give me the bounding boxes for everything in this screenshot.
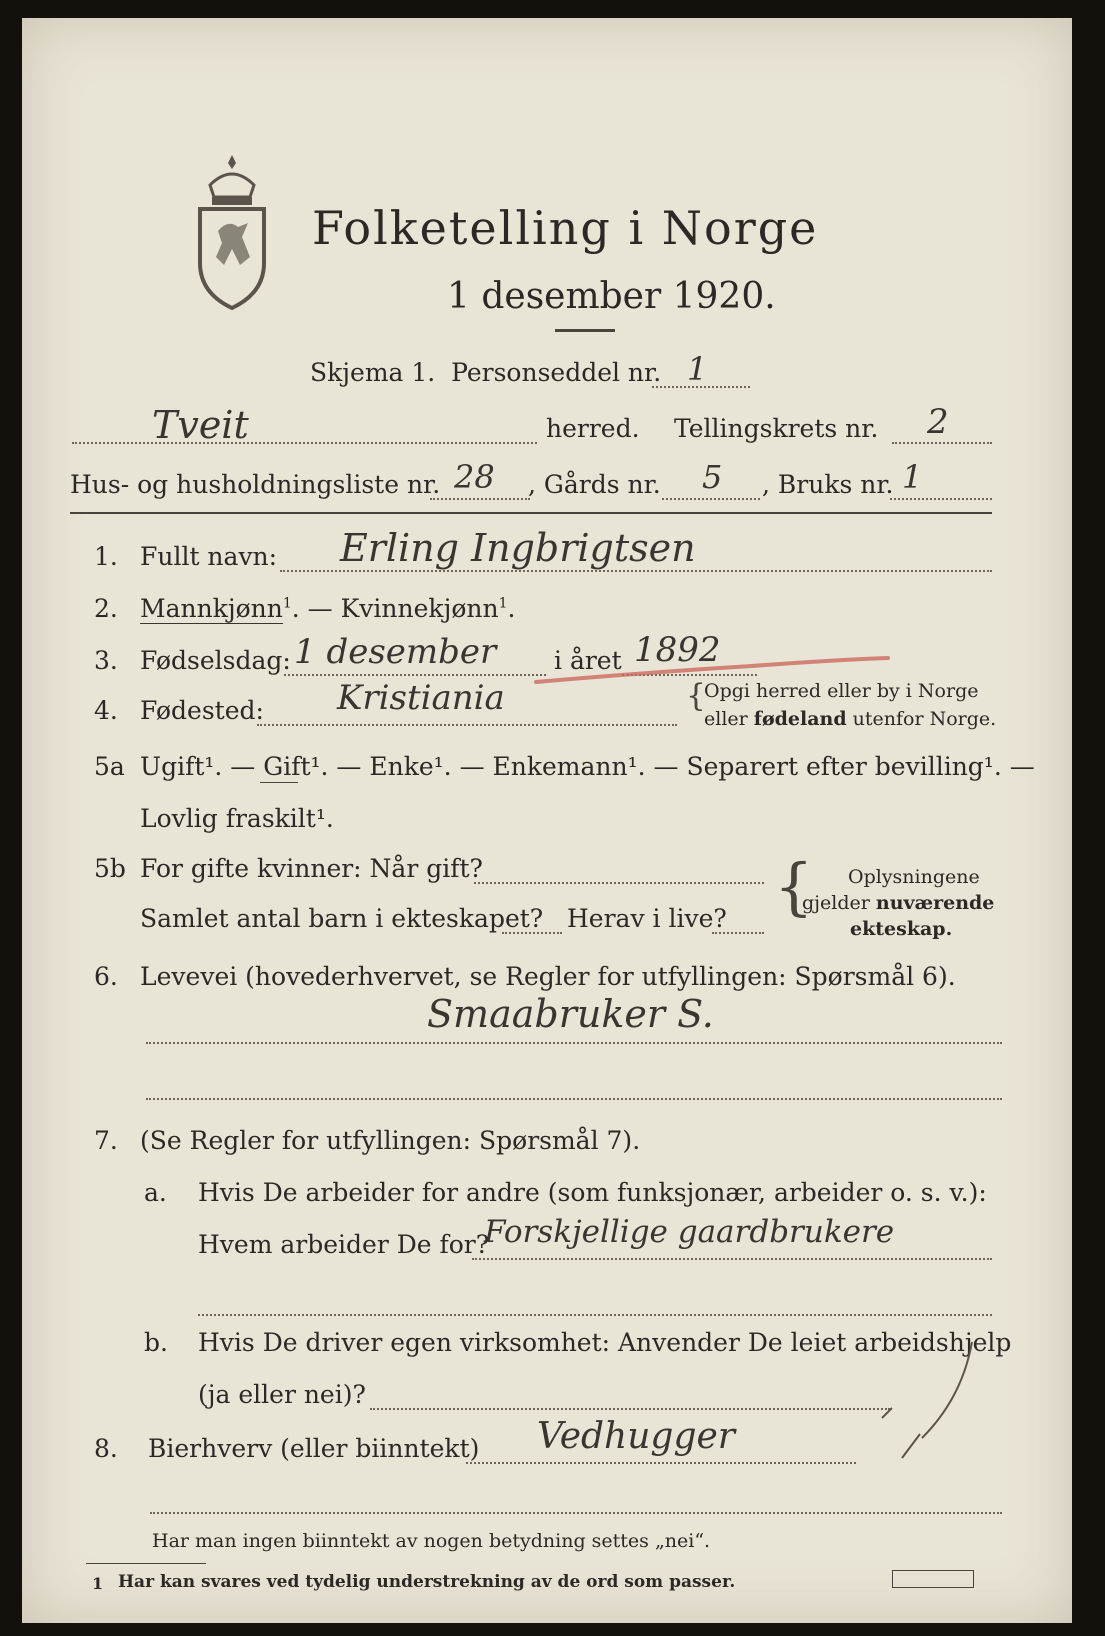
title-divider bbox=[555, 329, 615, 332]
footnote-rule bbox=[86, 1563, 206, 1564]
q2-number: 2. bbox=[94, 594, 118, 623]
q3-number: 3. bbox=[94, 646, 118, 675]
q1-label: Fullt navn: bbox=[140, 542, 278, 571]
header-separator bbox=[70, 512, 992, 514]
norway-coat-of-arms-icon bbox=[192, 153, 272, 313]
birth-year-value: 1892 bbox=[634, 630, 721, 670]
q5b-note-line2: gjelder nuværende bbox=[802, 892, 995, 914]
bruks-label: , Bruks nr. bbox=[762, 470, 894, 499]
q4-note-line1: Opgi herred eller by i Norge bbox=[704, 680, 979, 702]
husholdningsliste-number: 28 bbox=[454, 458, 495, 496]
full-name-value: Erling Ingbrigtsen bbox=[340, 526, 696, 570]
side-occupation-value: Vedhugger bbox=[537, 1416, 736, 1457]
form-title: Folketelling i Norge bbox=[312, 201, 819, 255]
pencil-check-mark bbox=[862, 1338, 982, 1468]
q7b-line1: Hvis De driver egen virksomhet: Anvender De leiet arbeidshjelp bbox=[198, 1328, 1012, 1357]
q5b-note-line1: Oplysningene bbox=[848, 866, 980, 888]
herred-value: Tveit bbox=[152, 403, 249, 447]
q1-number: 1. bbox=[94, 542, 118, 571]
q7-label: (Se Regler for utfyllingen: Spørsmål 7). bbox=[140, 1126, 641, 1155]
birthplace-value: Kristiania bbox=[337, 678, 505, 718]
form-date: 1 desember 1920. bbox=[447, 276, 776, 317]
birth-day-value: 1 desember bbox=[294, 632, 497, 672]
option-kvinnekjonn: Kvinnekjønn bbox=[340, 594, 499, 623]
q5b-line2a: Samlet antal barn i ekteskapet? bbox=[140, 904, 544, 933]
footnote-text: Har kan svares ved tydelig understrekning av de ord som passer. bbox=[118, 1572, 736, 1592]
herred-label: herred. bbox=[546, 414, 640, 443]
q6-label: Levevei (hovederhvervet, se Regler for utfyllingen: Spørsmål 6). bbox=[140, 962, 956, 991]
skjema-label: Skjema 1. Personseddel nr. bbox=[310, 358, 662, 387]
q8-label: Bierhverv (eller biinntekt) bbox=[148, 1434, 480, 1463]
option-mannkjonn: Mannkjønn bbox=[140, 594, 283, 623]
census-form-page: Folketelling i Norge 1 desember 1920. Skjema 1. Personseddel nr. 1 Tveit herred. Tellingskrets nr. 2 Hus- og husholdningsliste nr. 28 , Gårds nr. 5 , Bruks nr. 1 1. Fullt navn: Erling Ingbrigtsen 2. Mannkjønn$^1$. — Kvinnekjønn$^1$. 3. Fødselsdag: 1 desember i året 1892 4. Fødested: Kristiania { Opgi herred eller by i Norge eller fødeland utenfor Norge. 5a Ugift¹. — Gift¹. — Enke¹. — Enkemann¹. — Separert efter bevilling¹. — Lovlig fraskilt¹. 5b For gifte kvinner: Når gift? Samlet antal barn i ekteskapet? Herav i live? { Oplysningene gjelder nuværende ekteskap. 6. Levevei (hovederhvervet, se Regler for utfyllingen: Spørsmål 6). Smaabruker S. 7. (Se Regler for utfyllingen: Spørsmål 7). a. Hvis De arbeider for andre (som funksjonær, arbeider o. s. v.): Hvem arbeider De for? Forskjellige gaardbrukere b. Hvis De driver egen virksomhet: Anvender De leiet arbeidshjelp (ja eller nei)? 8. Bierhverv (eller biinntekt) Vedhugger Har man ingen biinntekt av nogen betydning settes „nei“. 1 Har kan svares ved tydelig understrekning av de ord som passer. bbox=[22, 18, 1072, 1623]
q7-number: 7. bbox=[94, 1126, 118, 1155]
q4-label: Fødested: bbox=[140, 696, 264, 725]
q6-number: 6. bbox=[94, 962, 118, 991]
printer-stamp bbox=[892, 1570, 974, 1588]
occupation-value: Smaabruker S. bbox=[427, 992, 714, 1036]
q7a-line1: Hvis De arbeider for andre (som funksjonær, arbeider o. s. v.): bbox=[198, 1178, 987, 1207]
gards-number: 5 bbox=[702, 458, 723, 496]
q8-number: 8. bbox=[94, 1434, 118, 1463]
q7b-line2: (ja eller nei)? bbox=[198, 1380, 366, 1409]
q5b-note-line3: ekteskap. bbox=[850, 918, 953, 940]
q4-note-line2: eller fødeland utenfor Norge. bbox=[704, 708, 997, 730]
q3-year-label: i året bbox=[554, 646, 622, 675]
q4-number: 4. bbox=[94, 696, 118, 725]
tellingskrets-label: Tellingskrets nr. bbox=[674, 414, 879, 443]
husholdningsliste-label: Hus- og husholdningsliste nr. bbox=[70, 470, 441, 499]
gift-underline bbox=[260, 782, 298, 783]
q5b-line1: For gifte kvinner: Når gift? bbox=[140, 854, 483, 883]
personseddel-number: 1 bbox=[687, 350, 708, 388]
q2-options: Mannkjønn$^1$. — Kvinnekjønn$^1$. bbox=[140, 594, 516, 623]
footer-note: Har man ingen biinntekt av nogen betydning settes „nei“. bbox=[152, 1530, 711, 1552]
tellingskrets-number: 2 bbox=[927, 402, 949, 442]
q5a-line2: Lovlig fraskilt¹. bbox=[140, 804, 334, 833]
q5a-number: 5a bbox=[94, 752, 125, 781]
bruks-number: 1 bbox=[902, 458, 923, 496]
q5a-options: Ugift¹. — Gift¹. — Enke¹. — Enkemann¹. — Separert efter bevilling¹. — bbox=[140, 752, 1035, 781]
q5b-line2b: Herav i live? bbox=[567, 904, 727, 933]
footnote-mark: 1 bbox=[92, 1574, 104, 1593]
q5b-number: 5b bbox=[94, 854, 126, 883]
q3-label: Fødselsdag: bbox=[140, 646, 291, 675]
q7a-line2: Hvem arbeider De for? bbox=[198, 1230, 490, 1259]
employer-value: Forskjellige gaardbrukere bbox=[484, 1214, 895, 1250]
q7a-letter: a. bbox=[144, 1178, 167, 1207]
q7b-letter: b. bbox=[144, 1328, 168, 1357]
gards-label: , Gårds nr. bbox=[528, 470, 661, 499]
